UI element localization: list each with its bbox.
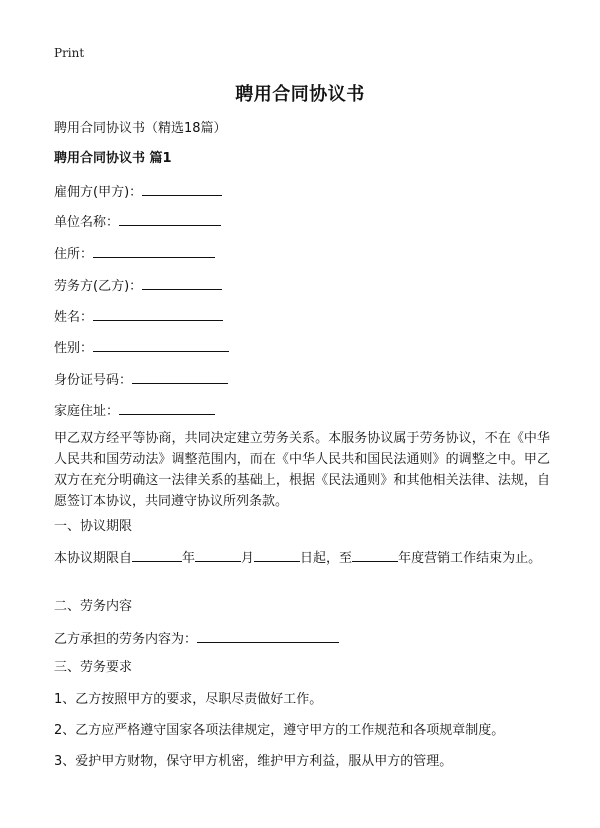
blank-line [119, 400, 215, 415]
requirement-item: 2、乙方应严格遵守国家各项法律规定，遵守甲方的工作规范和各项规章制度。 [54, 723, 505, 738]
field-label: 性别： [54, 341, 94, 356]
field-label: 单位名称： [54, 215, 120, 230]
field-home-address [54, 400, 215, 422]
blank-line [132, 547, 182, 562]
document-title: 聘用合同协议书 [235, 84, 365, 105]
field-label: 乙方承担的劳务内容为： [54, 632, 198, 647]
requirement-item: 3、爱护甲方财物，保守甲方机密，维护甲方利益，服从甲方的管理。 [54, 754, 453, 769]
section1-title: 一、协议期限 [54, 519, 133, 534]
field-label: 身份证号码： [54, 373, 133, 388]
term-text: 日起，至 [300, 551, 353, 566]
requirement-item: 1、乙方按照甲方的要求，尽职尽责做好工作。 [54, 692, 323, 707]
term-text: 年 [182, 551, 196, 566]
section-heading: 聘用合同协议书 篇1 [54, 151, 172, 166]
field-label: 住所： [54, 247, 94, 262]
term-text: 年度营销工作结束为止。 [398, 551, 542, 566]
field-label: 劳务方(乙方)： [54, 279, 143, 294]
field-employer [54, 181, 222, 203]
field-unit-name [54, 211, 221, 233]
field-gender [54, 337, 229, 359]
intro-paragraph: 甲乙双方经平等协商，共同决定建立劳务关系。本服务协议属于劳务协议，不在《中华人民共和国劳动法》调整范围内，而在《中华人民共和国民法通则》的调整之中。甲乙双方在充分明确这一法律关系的基础上，根据《民法通则》和其他相关法律、法规，自愿签订本协议，共同遵守协议所列条款。 [54, 431, 550, 509]
field-laborer [54, 275, 222, 297]
field-label: 姓名： [54, 310, 94, 325]
term-text: 月 [241, 551, 255, 566]
blank-line [119, 211, 221, 226]
labor-content-line [54, 628, 339, 650]
section3-title: 三、劳务要求 [54, 660, 133, 675]
field-residence [54, 243, 215, 265]
blank-line [195, 547, 241, 562]
blank-line [93, 337, 229, 352]
blank-line [352, 547, 398, 562]
field-id-number [54, 369, 228, 391]
term-text: 本协议期限自 [54, 551, 133, 566]
blank-line [93, 306, 223, 321]
blank-line [142, 181, 222, 196]
blank-line [197, 628, 339, 643]
document-subtitle: 聘用合同协议书（精选18篇） [54, 121, 227, 136]
blank-line [93, 243, 215, 258]
term-line [54, 547, 541, 569]
blank-line [254, 547, 300, 562]
blank-line [142, 275, 222, 290]
field-name [54, 306, 223, 328]
field-label: 家庭住址： [54, 404, 120, 419]
section2-title: 二、劳务内容 [54, 599, 133, 614]
field-label: 雇佣方(甲方)： [54, 185, 143, 200]
print-label: Print [54, 46, 85, 60]
blank-line [132, 369, 228, 384]
